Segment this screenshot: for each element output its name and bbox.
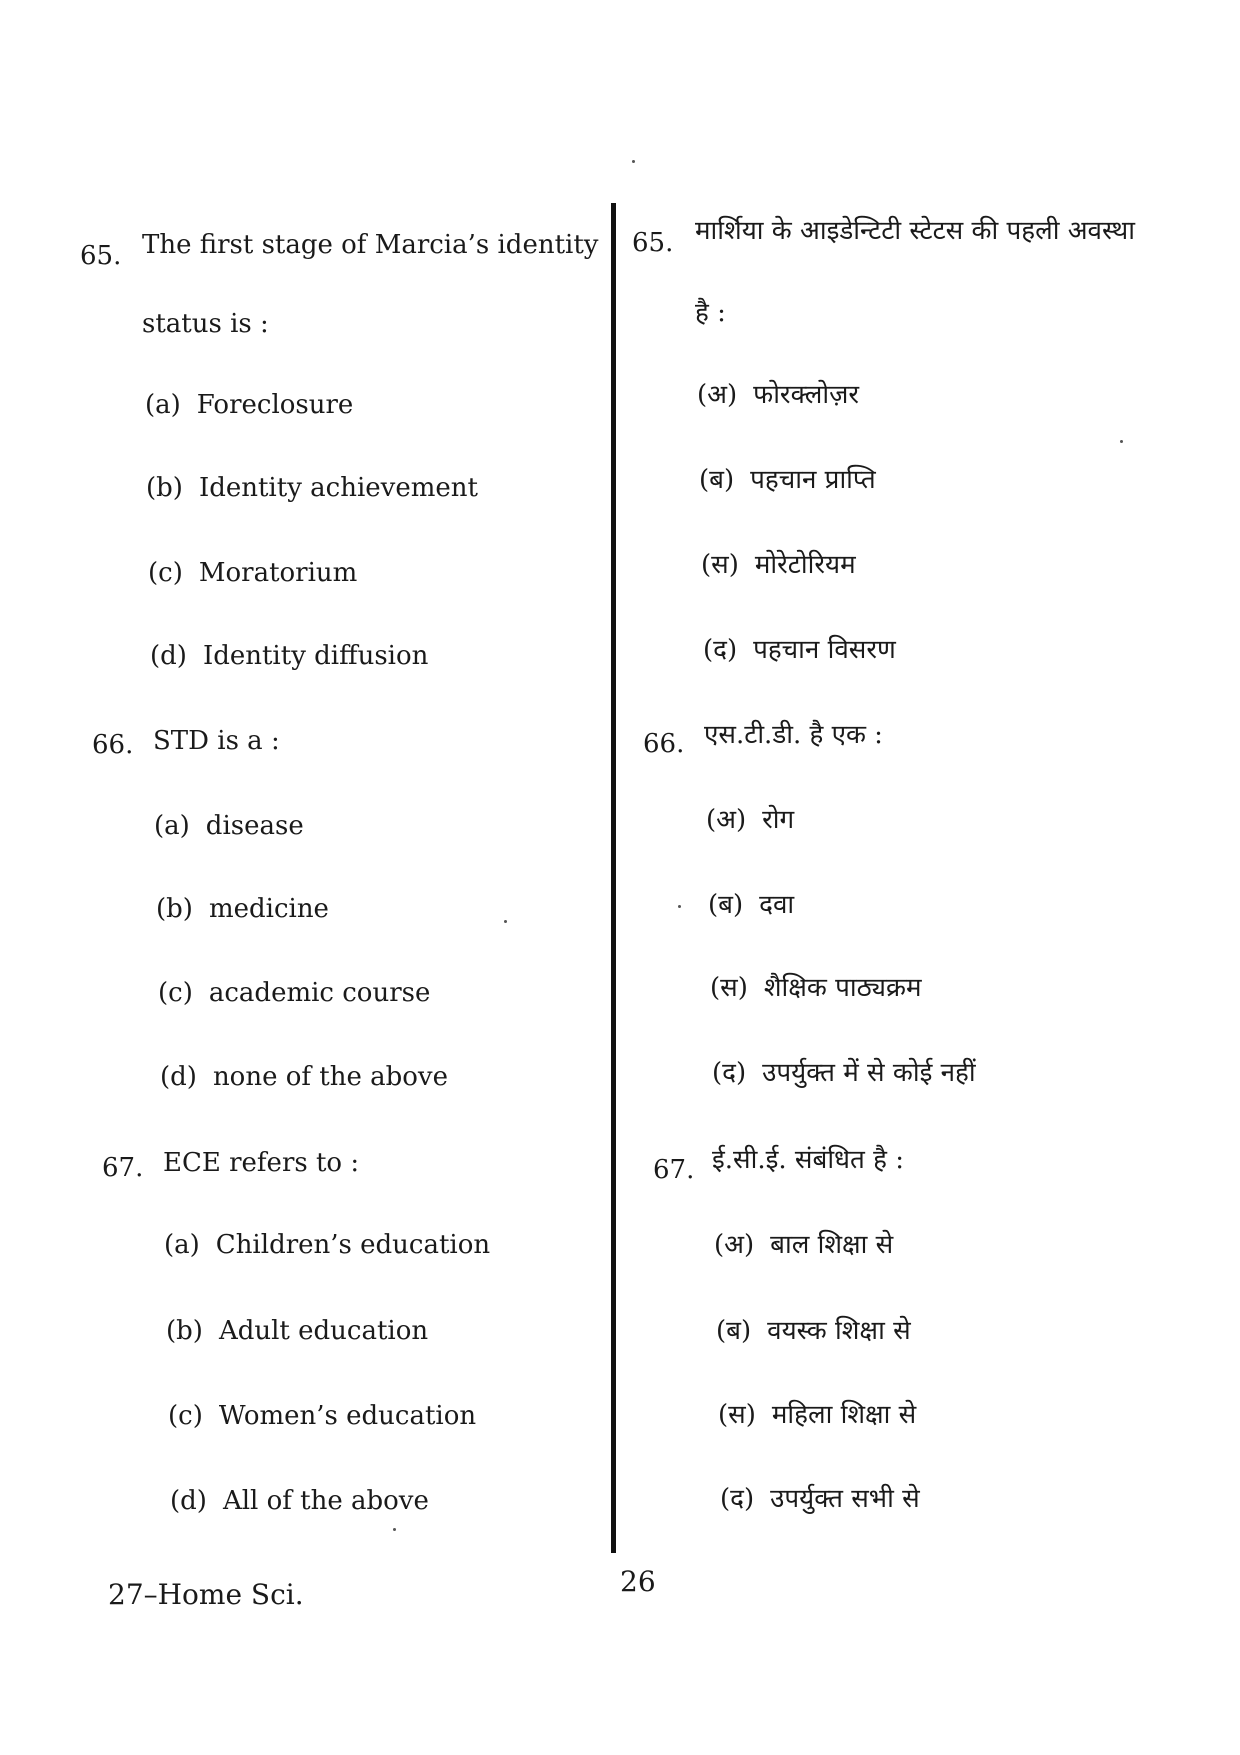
subject-code: 27–Home Sci.: [108, 1578, 304, 1611]
option-text: बाल शिक्षा से: [770, 1230, 894, 1260]
option-label: (b): [146, 473, 183, 503]
option-label: (a): [154, 811, 190, 841]
option-text: Moratorium: [198, 558, 358, 588]
option-label: (c): [148, 558, 183, 588]
option-label: (द): [712, 1058, 747, 1088]
option-label: (स): [701, 550, 739, 580]
option-text: medicine: [208, 894, 329, 924]
option-label: (द): [703, 635, 738, 665]
option-b: [166, 1318, 428, 1344]
option-d: [170, 1488, 429, 1514]
option-label: (अ): [714, 1230, 755, 1260]
option-label: (द): [720, 1484, 755, 1514]
option-label: (ब): [716, 1316, 752, 1346]
option-text: Children’s education: [215, 1230, 491, 1260]
option-c: [710, 975, 922, 1001]
option-text: दवा: [759, 890, 795, 920]
option-label: (c): [168, 1401, 203, 1431]
option-text: उपर्युक्त में से कोई नहीं: [762, 1058, 976, 1088]
question-number: 65.: [632, 228, 674, 258]
option-text: Foreclosure: [196, 390, 354, 420]
option-label: (b): [156, 894, 193, 924]
option-text: disease: [205, 811, 304, 841]
option-a: [145, 392, 353, 418]
option-a: [697, 382, 859, 408]
option-a: [164, 1232, 490, 1258]
option-text: उपर्युक्त सभी से: [770, 1484, 920, 1514]
option-label: (d): [170, 1486, 207, 1516]
option-text: शैक्षिक पाठ्यक्रम: [763, 973, 922, 1003]
option-text: none of the above: [212, 1062, 448, 1092]
option-label: (b): [166, 1316, 203, 1346]
question-number: 67.: [102, 1153, 144, 1183]
question-stem: ई.सी.ई. संबंधित है :: [712, 1145, 904, 1175]
question-number: 66.: [643, 729, 685, 759]
option-c: [158, 980, 430, 1006]
option-a: [706, 807, 794, 833]
question-stem-continued: status is :: [142, 309, 269, 339]
option-d: [712, 1060, 976, 1086]
question-number: 67.: [653, 1155, 695, 1185]
option-text: वयस्क शिक्षा से: [767, 1316, 911, 1346]
option-label: (स): [718, 1400, 756, 1430]
option-text: Identity achievement: [198, 473, 478, 503]
option-text: Women’s education: [218, 1401, 477, 1431]
question-number: 66.: [92, 730, 134, 760]
option-a: [714, 1232, 893, 1258]
option-text: All of the above: [222, 1486, 429, 1516]
option-b: [699, 467, 876, 493]
question-stem: मार्शिया के आइडेन्टिटी स्टेटस की पहली अवस्था: [695, 216, 1135, 246]
option-label: (a): [145, 390, 181, 420]
option-text: पहचान प्राप्ति: [750, 465, 876, 495]
option-label: (a): [164, 1230, 200, 1260]
option-text: रोग: [762, 805, 795, 835]
option-d: [160, 1064, 448, 1090]
option-c: [168, 1403, 476, 1429]
option-b: [708, 892, 794, 918]
option-label: (c): [158, 978, 193, 1008]
option-b: [146, 475, 478, 501]
column-divider: [611, 203, 616, 1553]
option-label: (अ): [697, 380, 738, 410]
option-b: [716, 1318, 911, 1344]
option-label: (अ): [706, 805, 747, 835]
question-stem: The first stage of Marcia’s identity: [142, 230, 599, 260]
option-d: [150, 643, 428, 669]
option-b: [156, 896, 329, 922]
option-label: (ब): [699, 465, 735, 495]
option-c: [701, 552, 856, 578]
scan-speck: [393, 1528, 396, 1531]
option-label: (ब): [708, 890, 744, 920]
option-text: महिला शिक्षा से: [771, 1400, 917, 1430]
option-text: academic course: [208, 978, 431, 1008]
option-c: [148, 560, 357, 586]
page-number: 26: [620, 1565, 656, 1598]
option-text: मोरेटोरियम: [754, 550, 856, 580]
scan-speck: [504, 920, 507, 923]
option-d: [720, 1486, 920, 1512]
option-text: Adult education: [218, 1316, 429, 1346]
question-number: 65.: [80, 241, 122, 271]
option-text: पहचान विसरण: [753, 635, 896, 665]
question-stem: ECE refers to :: [163, 1148, 360, 1178]
option-c: [718, 1402, 916, 1428]
question-stem-continued: है :: [695, 298, 726, 328]
option-text: Identity diffusion: [202, 641, 429, 671]
option-label: (d): [160, 1062, 197, 1092]
question-stem: STD is a :: [153, 726, 280, 756]
option-text: फोरक्लोज़र: [753, 380, 860, 410]
scan-speck: [678, 905, 681, 908]
option-label: (स): [710, 973, 748, 1003]
option-d: [703, 637, 896, 663]
option-label: (d): [150, 641, 187, 671]
scan-speck: [1120, 440, 1123, 443]
scan-speck: [632, 160, 635, 163]
question-stem: एस.टी.डी. है एक :: [704, 720, 883, 750]
option-a: [154, 813, 304, 839]
